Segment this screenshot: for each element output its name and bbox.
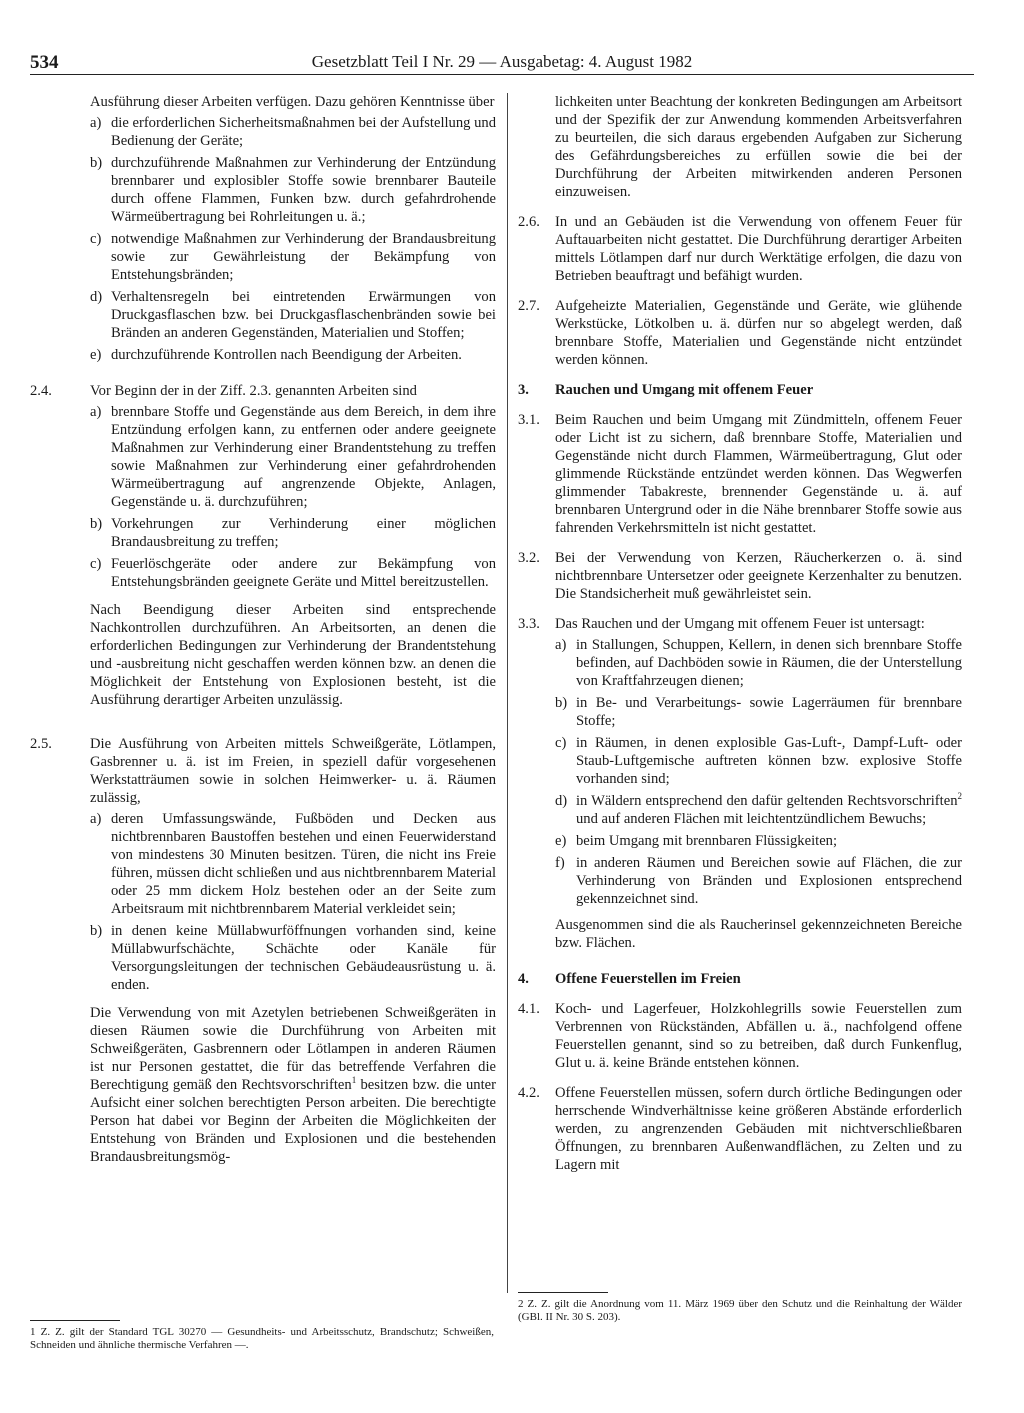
item-text: in Räumen, in denen explosible Gas-Luft-, Dampf-Luft- oder Staub-Luftgemische auftreten können bzw. explosive Stoffe vorhanden sind; — [576, 735, 962, 787]
item-label: a) — [90, 115, 102, 131]
section-heading-3 — [518, 381, 962, 399]
item-label: d) — [90, 289, 103, 305]
item-text: deren Umfassungswände, Fußböden und Decken aus nichtbrennbaren Baustoffen bestehen und einen Feuerwiderstand von mindestens 30 Minuten besitzen. Türen, die nicht ins Freie führen, müssen dicht schließen und aus nichtbrennbarem Material oder 25 mm dickem Holz bestehen oder an der Seite zum Arbeitsraum mit nichtbrennbarem Material verkleidet sein; — [111, 811, 496, 917]
list-item — [90, 922, 496, 994]
item-label: c) — [90, 231, 102, 247]
section-3-1 — [518, 411, 962, 537]
section-text: Vor Beginn der in der Ziff. 2.3. genannten Arbeiten sind — [90, 383, 417, 399]
item-label: e) — [90, 347, 102, 363]
item-label: e) — [555, 833, 567, 849]
item-text: Verhaltensregeln bei eintretenden Erwärmungen von Druckgasflaschen bzw. bei Druckgasflaschenbränden sowie bei Bränden an anderen Gegenständen, Materialien und Stoffen; — [111, 289, 496, 341]
section-2-6 — [518, 213, 962, 285]
list-item — [555, 694, 962, 730]
section-text: Koch- und Lagerfeuer, Holzkohlegrills sowie Feuerstellen zum Verbrennen von Rückständen, Abfällen u. ä., nachfolgend offene Feuerstellen genannt, sind so zu betreiben, daß durch Funkenflug, Glut u. ä. keine Brände entstehen können. — [555, 1001, 962, 1071]
text-part: besitzen bzw. die unter Aufsicht einer solchen berechtigten Person arbeiten. Die berechtigte Person hat dabei vor Beginn der Arbeiten die Möglichkeiten der Entstehung von Bränden und Explosionen und die bestehenden Brandausbreitungsmög- — [90, 1077, 496, 1165]
item-label: f) — [555, 855, 565, 871]
item-text: in Be- und Verarbeitungs- sowie Lagerräumen für brennbare Stoffe; — [576, 695, 962, 729]
item-text — [576, 792, 962, 828]
list-item — [90, 810, 496, 918]
intro-list — [30, 114, 496, 364]
list-item — [555, 636, 962, 690]
paragraph-text — [90, 1004, 496, 1166]
section-2-5-followup — [30, 1004, 496, 1166]
paragraph-text: Nach Beendigung dieser Arbeiten sind entsprechende Nachkontrollen durchzuführen. An Arbeitsorten, an denen die erforderlichen Bedingungen zur Verhinderung der Brandentstehung und -ausbreitung nicht geschaffen werden können bzw. an denen die Möglichkeit der Entstehung von Explosionen besteht, ist die Ausführung derartiger Arbeiten unzulässig. — [90, 602, 496, 708]
item-text: brennbare Stoffe und Gegenstände aus dem Bereich, in dem ihre Entzündung erfolgen kann, zu entfernen oder andere geeignete Maßnahmen zur Verhinderung einer Brandentstehung zu treffen sowie Maßnahmen zur Verhinderung einer gefahrdrohenden Wärmeübertragung auf angrenzende Objekte, Anlagen, Gegenstände u. ä. durchzuführen; — [111, 404, 496, 510]
paragraph-text: lichkeiten unter Beachtung der konkreten Bedingungen am Arbeitsort und der Spezifik der zur Anwendung kommenden Arbeitsverfahren zu beurteilen, die sich daraus ergebenden Aufgaben zur Sicherung des Gefährdungsbereiches zu erfüllen sowie die bei der Durchführung der Arbeiten mitwirkenden anderen Personen einzuweisen. — [555, 94, 962, 200]
section-text: Bei der Verwendung von Kerzen, Räucherkerzen o. ä. sind nichtbrennbare Untersetzer oder geeignete Kerzenhalter zu benutzen. Die Standsicherheit muß gewährleistet sein. — [555, 550, 962, 602]
section-2-5-list — [30, 810, 496, 994]
item-label: b) — [90, 923, 103, 939]
section-4-2 — [518, 1084, 962, 1174]
section-number: 2.4. — [30, 383, 52, 399]
text-part: Die Verwendung von mit Azetylen betriebenen Schweißgeräten in diesen Räumen sowie die Durchführung von Arbeiten mit Schweißgeräten, Gasbrennern oder Lötlampen in anderen Räumen ist nur Personen gestattet, die für das betreffende Verfahren die Berechtigung gemäß den Rechtsvorschriften — [90, 1005, 496, 1093]
section-number: 4.1. — [518, 1001, 540, 1017]
section-2-4-followup — [30, 601, 496, 709]
item-text: Feuerlöschgeräte oder andere zur Bekämpfung von Entstehungsbränden geeignete Geräte und Mittel bereitzustellen. — [111, 556, 496, 590]
footnote-ref: 1 — [351, 1075, 357, 1086]
list-item — [555, 734, 962, 788]
list-item — [90, 154, 496, 226]
page-header — [30, 50, 974, 75]
list-item — [90, 346, 496, 364]
section-number: 2.5. — [30, 736, 52, 752]
section-number: 2.7. — [518, 298, 540, 314]
header-title: Gesetzblatt Teil I Nr. 29 — Ausgabetag: 4. August 1982 — [311, 52, 693, 71]
section-3-3-followup — [518, 916, 962, 952]
footnote-2: 2 Z. Z. gilt die Anordnung vom 11. März 1969 über den Schutz und die Reinhaltung der Wälder (GBl. II Nr. 30 S. 203). — [518, 1298, 962, 1323]
section-number: 2.6. — [518, 214, 540, 230]
right-column — [518, 93, 962, 1186]
column-divider — [507, 93, 508, 1293]
item-label: a) — [90, 811, 102, 827]
left-column — [30, 93, 496, 1178]
section-text: Das Rauchen und der Umgang mit offenem Feuer ist untersagt: — [555, 616, 925, 632]
item-text: durchzuführende Maßnahmen zur Verhinderung der Entzündung brennbarer und explosibler Stoffe sowie brennbarer Bauteile durch offene Flammen, Funken bzw. durch gefahrdrohende Wärmeübertragung bei Rohrleitungen u. ä.; — [111, 155, 496, 225]
heading-text: Offene Feuerstellen im Freien — [555, 971, 741, 987]
section-text: Die Ausführung von Arbeiten mittels Schweißgeräte, Lötlampen, Gasbrenner u. ä. ist im Freien, in speziell dafür vorgesehenen Werkstatträumen sowie in solchen Heimwerker- u. ä. Räumen zulässig, — [90, 736, 496, 806]
list-item — [90, 114, 496, 150]
section-2-7 — [518, 297, 962, 369]
item-label: a) — [90, 404, 102, 420]
section-3-2 — [518, 549, 962, 603]
section-text: Aufgeheizte Materialien, Gegenstände und Geräte, wie glühende Werkstücke, Lötkolben u. ä. dürfen nur so abgelegt werden, daß brennbare Stoffe, Materialien und Gegenstände nicht entzündet werden können. — [555, 298, 962, 368]
page-number: 534 — [30, 52, 59, 73]
list-item — [555, 792, 962, 828]
section-text: Offene Feuerstellen müssen, sofern durch örtliche Bedingungen oder herrschende Windverhältnisse keine größeren Abstände erforderlich werden, zu angrenzenden Gebäuden mit nichtverschließbaren Öffnungen, zu brennbaren Außenwandflächen, zu Zelten und zu Lagern mit — [555, 1085, 962, 1173]
text-part: und auf anderen Flächen mit leichtentzündlichem Bewuchs; — [576, 811, 927, 827]
section-3-3-list — [518, 636, 962, 908]
item-text: Vorkehrungen zur Verhinderung einer möglichen Brandausbreitung zu treffen; — [111, 516, 496, 550]
intro-paragraph — [30, 93, 496, 111]
list-item — [555, 832, 962, 850]
section-text: Beim Rauchen und beim Umgang mit Zündmitteln, offenem Feuer oder Licht ist zu sichern, daß brennbare Stoffe, Materialien und Gegenstände nicht durch Flammen, Wärmeübertragung, Glut oder glimmende Rückstände entzündet werden können. Das Wegwerfen glimmender Tabakreste, brennender Gegenstände u. ä. auf brennbaren Untergrund oder in die Nähe brennbarer Stoffe sowie aus fahrenden Verkehrsmitteln ist nicht gestattet. — [555, 412, 962, 536]
section-heading-4 — [518, 970, 962, 988]
item-text: beim Umgang mit brennbaren Flüssigkeiten; — [576, 833, 838, 849]
item-label: c) — [555, 735, 567, 751]
item-label: b) — [90, 516, 103, 532]
section-number: 3.3. — [518, 616, 540, 632]
section-number: 3.1. — [518, 412, 540, 428]
paragraph-text: Ausgenommen sind die als Raucherinsel gekennzeichneten Bereiche bzw. Flächen. — [555, 917, 962, 951]
heading-text: Rauchen und Umgang mit offenem Feuer — [555, 382, 814, 398]
section-number: 4.2. — [518, 1085, 540, 1101]
item-label: c) — [90, 556, 102, 572]
section-text: In und an Gebäuden ist die Verwendung von offenem Feuer für Auftauarbeiten nicht gestattet. Die Durchführung derartiger Arbeiten mittels Lötlampen darf nur durch Werktätige erfolgen, die dazu von Betrieben beauftragt und befähigt wurden. — [555, 214, 962, 284]
footnote-1: 1 Z. Z. gilt der Standard TGL 30270 — Gesundheits- und Arbeitsschutz, Brandschutz; Schweißen, Schneiden und ähnliche thermische Verfahren —. — [30, 1326, 494, 1351]
list-item — [555, 854, 962, 908]
heading-number: 3. — [518, 382, 529, 398]
continued-paragraph — [518, 93, 962, 201]
item-text: durchzuführende Kontrollen nach Beendigung der Arbeiten. — [111, 347, 462, 363]
item-label: b) — [555, 695, 568, 711]
list-item — [90, 515, 496, 551]
heading-number: 4. — [518, 971, 529, 987]
item-text: die erforderlichen Sicherheitsmaßnahmen bei der Aufstellung und Bedienung der Geräte; — [111, 115, 496, 149]
item-label: d) — [555, 793, 568, 809]
section-2-4 — [30, 382, 496, 400]
section-2-5 — [30, 735, 496, 807]
section-number: 3.2. — [518, 550, 540, 566]
footnote-rule — [30, 1320, 120, 1321]
list-item — [90, 555, 496, 591]
item-text: in denen keine Müllabwurföffnungen vorhanden sind, keine Müllabwurfschächte, Schächte oder Kanäle für Versorgungsleitungen der technischen Gebäudeausrüstung u. ä. enden. — [111, 923, 496, 993]
section-2-4-list — [30, 403, 496, 591]
intro-text: Ausführung dieser Arbeiten verfügen. Dazu gehören Kenntnisse über — [90, 94, 495, 110]
list-item — [90, 403, 496, 511]
text-part: in Wäldern entsprechend den dafür geltenden Rechtsvorschriften — [576, 793, 958, 809]
item-text: in anderen Räumen und Bereichen sowie auf Flächen, die zur Verhinderung von Bränden und Explosionen entsprechend gekennzeichnet sind. — [576, 855, 962, 907]
item-label: b) — [90, 155, 103, 171]
footnote-rule — [518, 1292, 608, 1293]
list-item — [90, 230, 496, 284]
footnote-ref: 2 — [957, 791, 962, 802]
item-label: a) — [555, 637, 567, 653]
section-3-3 — [518, 615, 962, 633]
list-item — [90, 288, 496, 342]
item-text: in Stallungen, Schuppen, Kellern, in denen sich brennbare Stoffe befinden, auf Dachböden sowie in Räumen, die der Unterstellung von Kraftfahrzeugen dienen; — [576, 637, 962, 689]
item-text: notwendige Maßnahmen zur Verhinderung der Brandausbreitung sowie zur Gewährleistung der Bekämpfung von Entstehungsbränden; — [111, 231, 496, 283]
section-4-1 — [518, 1000, 962, 1072]
